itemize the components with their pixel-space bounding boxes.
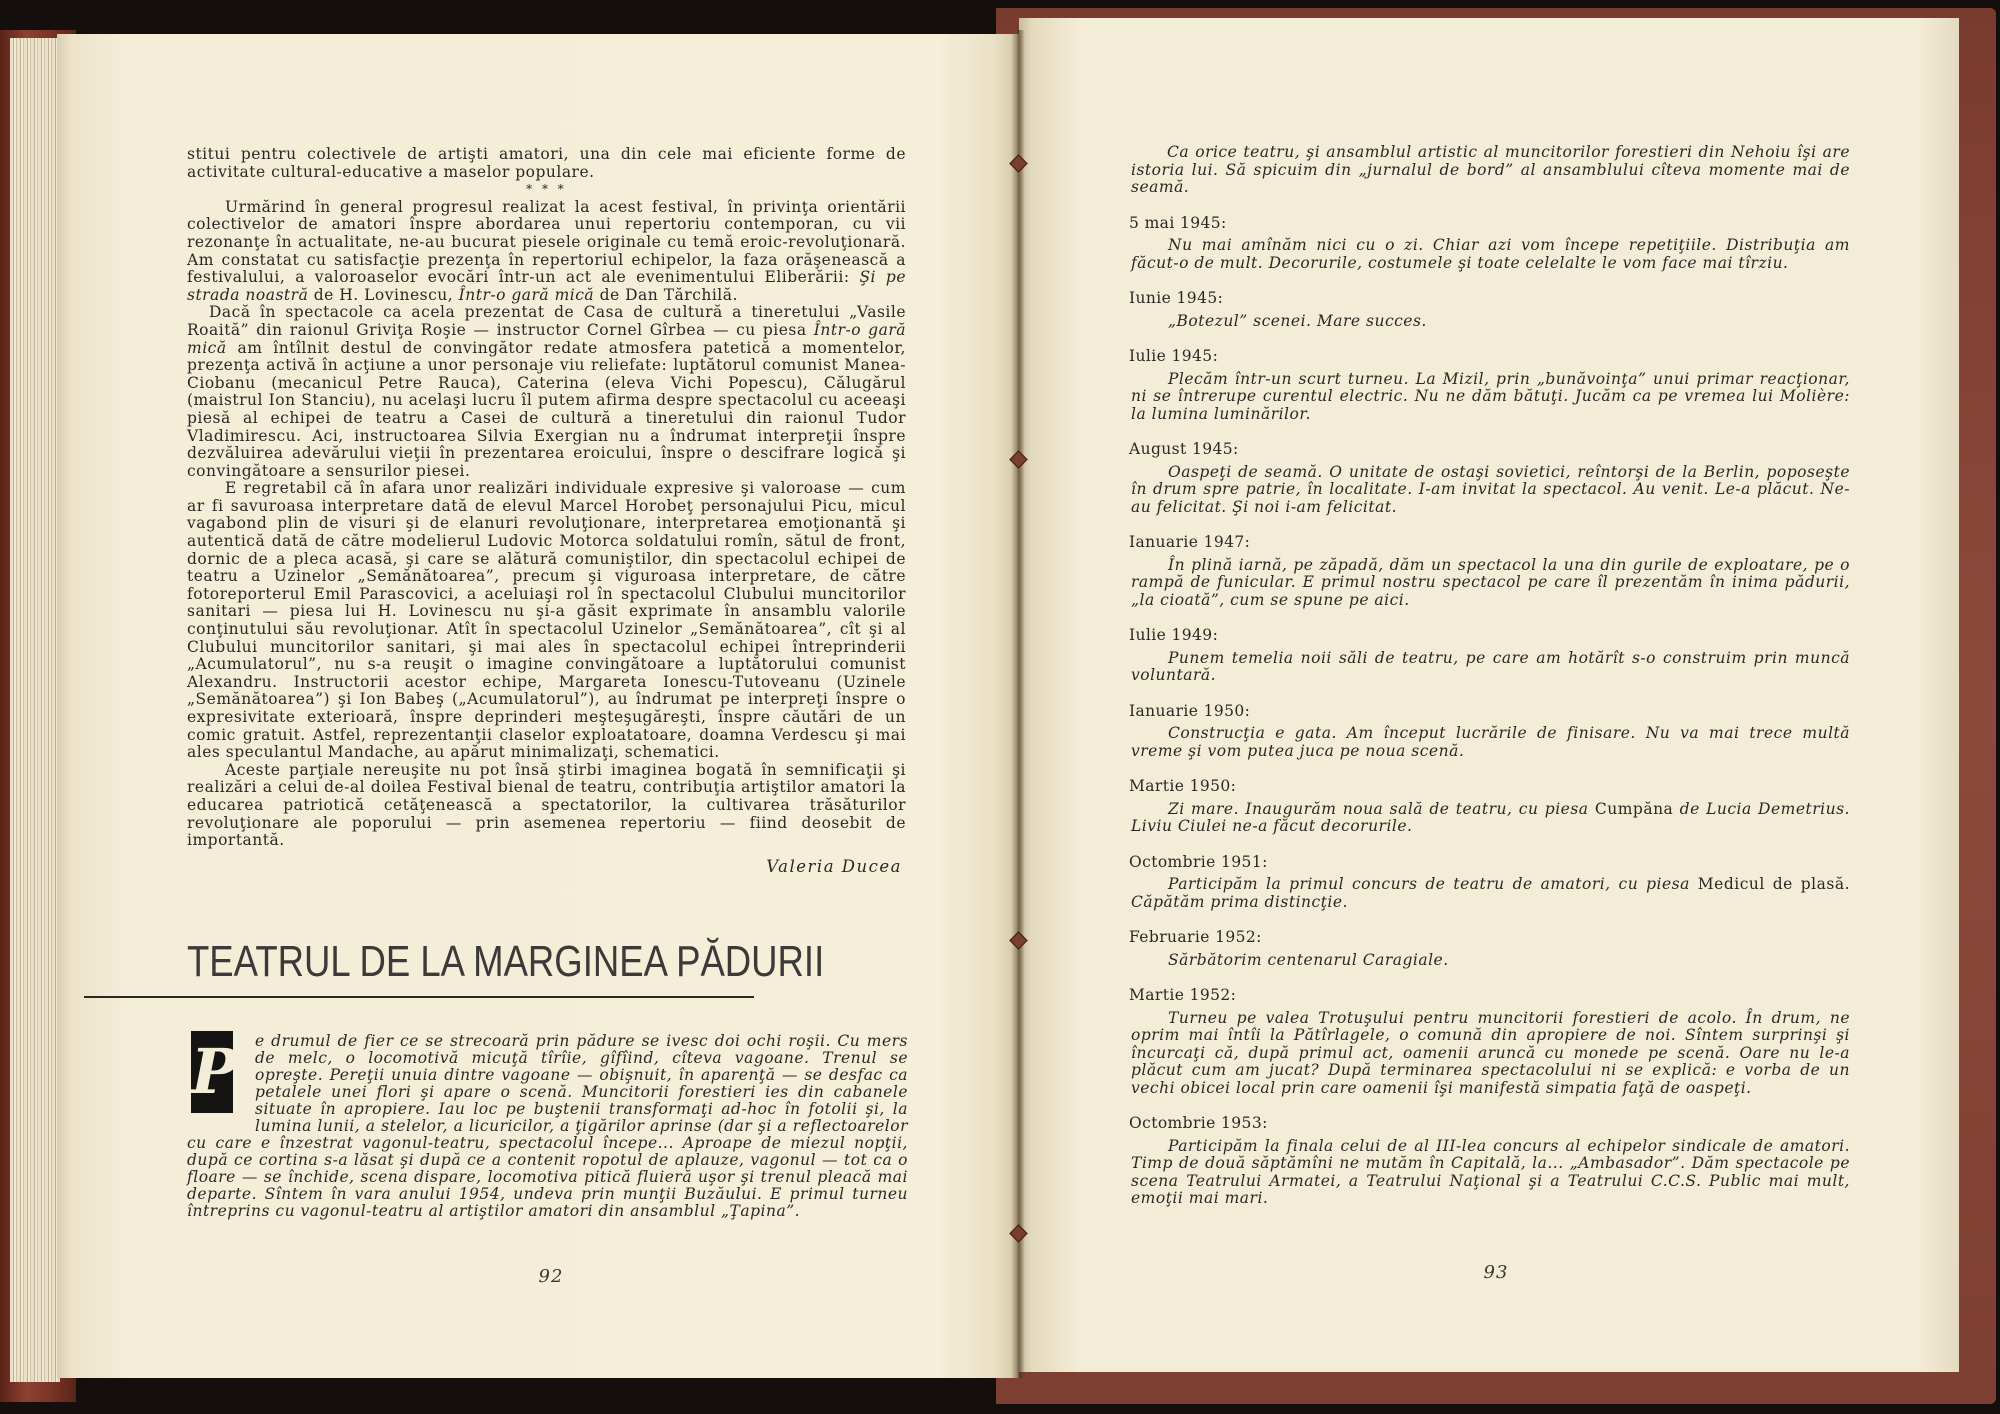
logbook-entry-text: Participăm la finala celui de al III-lea concurs al echipelor sindicale de amatori. Timp de două săptămîni ne mutăm în Capitală, la... „Ambasador”. Dăm spectacole pe scena Teatrului Armatei, a Teatrului Naţional şi a Teatrului C.C.S. Public mai mult, emoţii mai mari. — [1131, 1136, 1850, 1207]
play-title: Într-o gară mică — [458, 285, 595, 304]
logbook-entry-text: „Botezul” scenei. Mare succes. — [1168, 311, 1427, 330]
paragraph — [187, 304, 906, 480]
logbook-entry-text: Sărbătorim centenarul Caragiale. — [1168, 950, 1449, 969]
paragraph — [187, 199, 906, 305]
article-lead-text — [187, 1033, 908, 1220]
logbook-entry-date: Octombrie 1951: — [1129, 852, 1268, 871]
text-run: Dacă în spectacole ca acela prezentat de Casa de cultură a tineretului „Vasile Roaită” din raionul Griviţa Roşie — instructor Cornel Gîrbea — cu piesa — [187, 303, 906, 339]
festival-review-text — [187, 146, 906, 875]
paragraph: Aceste parţiale nereuşite nu pot însă ştirbi imaginea bogată în semnificaţii şi realizări a celui de-al doilea Festival bienal de teatru, contribuţia artiştilor amatori la educarea patriotică cetăţenească a spectatorilor, la cultivarea trăsăturilor revoluţionare ale poporului — prin asemenea repertoriu — fiind deosebit de importantă. — [187, 760, 906, 850]
play-title: Cumpăna — [1594, 799, 1674, 818]
text-run: de Dan Tărchilă. — [594, 285, 738, 304]
book-spine-gutter — [1011, 30, 1025, 1378]
logbook-entry-text: În plină iarnă, pe zăpadă, dăm un spectacol la una din gurile de exploatare, pe o rampă de funicular. E primul nostru spectacol pe care îl prezentăm în inima pădurii, „la cioată”, cum se spune pe aici. — [1131, 555, 1850, 609]
logbook-column — [1131, 144, 1850, 1208]
article-body-text: e drumul de fier ce se strecoară prin pădure se ivesc doi ochi roşii. Cu mers de melc, o locomotivă micuţă tîrîie, gîfîind, cîteva vagoane. Trenul se opreşte. Pereţii unuia dintre vagoane — obişnuit, în aparenţă — se desfac ca petalele unei flori şi apare o scenă. Muncitorii forestieri ies din cabanele situate în apropiere. Iau loc pe buştenii transformaţi ad-hoc în fotolii şi, la lumina lunii, a stelelor, a licuricilor, a ţigărilor aprinse (dar şi a reflectoarelor cu care e înzestrat vagonul-teatru, spectacolul începe... Aproape de miezul nopţii, după ce cortina s-a lăsat şi după ce a contenit ropotul de aplauze, vagonul — tot ca o floare — se închide, scena dispare, locomotiva pitică fluieră uşor şi trenul pleacă mai departe. Sîntem în vara anului 1954, undeva prin munţii Buzăului. E primul turneu întreprins cu vagonul-teatru al artiştilor amatori din ansamblul „Ţapina”. — [187, 1032, 908, 1220]
page-number-right: 93 — [1483, 1262, 1509, 1283]
text-run: de Lucia Demetrius. Liviu Ciulei ne-a făcut decorurile. — [1131, 799, 1850, 835]
logbook-entry-date: Iunie 1945: — [1129, 289, 1224, 307]
play-title: Într-o gară mică — [187, 320, 906, 357]
text-run: Urmărind în general progresul realizat la acest festival, în privinţa orientării colectivelor de amatori înspre abordarea unui repertoriu contemporan, cu vii rezonanţe în actualitate, ne-au bucurat piesele originale cu temă eroic-revoluţionară. Am constatat cu satisfacţie prezenţa în repertoriul echipelor, la faza orăşenească a festivalului, a valoroaselor evocări într-un act ale evenimentului Eliberării: — [187, 197, 906, 287]
play-title: Şi pe strada noastră — [187, 268, 906, 304]
logbook-entry-text: Oaspeţi de seamă. O unitate de ostaşi sovietici, reîntorşi de la Berlin, poposeşte în drum spre patrie, în localitate. I-am invitat la spectacol. Au venit. Le-a plăcut. Ne-au felicitat. Şi noi i-am felicitat. — [1131, 462, 1850, 516]
text-run: am întîlnit destul de convingător redate atmosfera patetică a momentelor, prezenţa activă în acţiune a unor personaje viu reliefate: luptătorul comunist Manea-Ciobanu (mecanicul Petre Rauca), Caterina (eleva Vichi Popescu), Călugărul (maistrul Ion Stanciu), nu acelaşi lucru îl putem afirma despre spectacolul cu aceeaşi piesă al echipei de teatru a Casei de cultură a tineretului din raionul Tudor Vladimirescu. Aci, instructoarea Silvia Exergian nu a îndrumat interpreţii înspre dezvăluirea adevărului vieţii în prezentarea eroicului, înspre o descifrare logică şi convingătoare a sensurilor piesei. — [187, 338, 906, 480]
article-title: TEATRUL DE LA MARGINEA PĂDURII — [187, 937, 825, 986]
logbook-entry-date: Octombrie 1953: — [1129, 1114, 1268, 1132]
logbook-entry-text: Construcţia e gata. Am început lucrările de finisare. Nu va mai trece multă vreme şi vom putea juca pe noua scenă. — [1131, 724, 1850, 760]
logbook-entry-date: Iulie 1949: — [1129, 626, 1219, 644]
page-stack-edges — [10, 38, 60, 1382]
logbook-entry-date: Ianuarie 1950: — [1129, 701, 1251, 720]
logbook-entry-date: August 1945: — [1129, 440, 1239, 458]
paragraph: stitui pentru colectivele de artişti amatori, una din cele mai eficiente forme de activitate cultural-educative a maselor populare. — [187, 145, 906, 181]
play-title: Medicul de plasă — [1697, 875, 1845, 893]
logbook-entry-text: Nu mai amînăm nici cu o zi. Chiar azi vom începe repetiţiile. Distribuţia am făcut-o de mult. Decorurile, costumele şi toate celelalte le vom face mai tîrziu. — [1131, 236, 1850, 272]
text-run: de H. Lovinescu, — [308, 285, 459, 304]
paragraph: E regretabil că în afara unor realizări individuale expresive şi valoroase — cum ar fi savuroasa interpretare dată de elevul Marcel Horobeţ personajului Picu, micul vagabond plin de visuri şi de elanuri revoluţionare, interpretarea emoţionantă şi autentică dată de către modelierul Ludovic Motorca soldatului romîn, sătul de front, dornic de a pleca acasă, şi care se alătură comuniştilor, din spectacolul echipei de teatru a Uzinelor „Semănătoarea”, precum şi viguroasa interpretare, de către fotoreporterul Emil Parascovici, a aceluiaşi rol în spectacolul Clubului muncitorilor sanitari — piesa lui H. Lovinescu nu şi-a găsit exprimate în ansamblu valorile conţinutului său revoluţionar. Atît în spectacolul Uzinelor „Semănătoarea”, cît şi al Clubului muncitorilor sanitari, şi mai ales în spectacolul echipei întreprinderii „Acumulatorul”, nu s-a reuşit o imagine convingătoare a luptătorului comunist Alexandru. Instructorii acestor echipe, Margareta Ionescu-Tutoveanu (Uzinele „Semănătoarea”) şi Ion Babeş („Acumulatorul”), au îndrumat pe interpreţi înspre o expresivitate exterioară, înspre deprinderi meşteşugăreşti, înspre căutări de un comic gratuit. Astfel, reprezentanţii claselor exploatatoare, doamna Verdescu şi mai ales speculantul Mandache, au apărut minimalizaţi, schematici. — [187, 479, 906, 762]
logbook-entry-text — [1131, 801, 1850, 836]
logbook-entry-text: Plecăm într-un scurt turneu. La Mizil, prin „bunăvoinţa” unui primar reacţionar, ni se întrerupe curentul electric. Nu ne dăm bătuţi. Jucăm ca pe vremea lui Molière: la lumina luminărilor. — [1131, 369, 1850, 423]
logbook-entry-date: Ianuarie 1947: — [1129, 533, 1251, 551]
drop-cap-letter: P — [191, 1031, 233, 1113]
logbook-entry-text — [1131, 876, 1850, 911]
page-number-left: 92 — [538, 1266, 564, 1287]
logbook-entry-date: Martie 1952: — [1129, 986, 1237, 1004]
text-run: Zi mare. Inaugurăm noua sală de teatru, cu piesa — [1168, 799, 1595, 818]
text-run: . Căpătăm prima distincţie. — [1131, 875, 1851, 911]
logbook-entry-date: Martie 1950: — [1129, 777, 1237, 795]
logbook-entry-text: Punem temelia noii săli de teatru, pe care am hotărît s-o construim prin muncă voluntară. — [1131, 648, 1850, 684]
text-run: Participăm la primul concurs de teatru de amatori, cu piesa — [1168, 875, 1698, 893]
logbook-entry-date: Iulie 1945: — [1129, 347, 1219, 365]
logbook-intro: Ca orice teatru, şi ansamblul artistic al muncitorilor forestieri din Nehoiu îşi are istoria lui. Să spicuim din „jurnalul de bord” al ansamblului cîteva momente mai de seamă. — [1131, 143, 1850, 196]
logbook-entry-date: Februarie 1952: — [1129, 928, 1262, 946]
author-signature: Valeria Ducea — [766, 856, 902, 876]
logbook-entry-date: 5 mai 1945: — [1129, 213, 1227, 232]
logbook-entry-text: Turneu pe valea Trotuşului pentru muncitorii forestieri de acolo. În drum, ne oprim mai întîi la Pătîrlagele, o comună din apropiere de noi. Sîntem surprinşi şi încurcaţi că, după primul act, oamenii aruncă cu monede pe scenă. Oare nu le-a plăcut cum am jucat? După terminarea spectacolului ni se explică: e vorba de un vechi obicei local prin care oamenii îşi manifestă simpatia faţă de oaspeţi. — [1131, 1008, 1850, 1097]
section-separator: * * * — [526, 182, 567, 197]
title-underline-rule — [84, 996, 754, 998]
